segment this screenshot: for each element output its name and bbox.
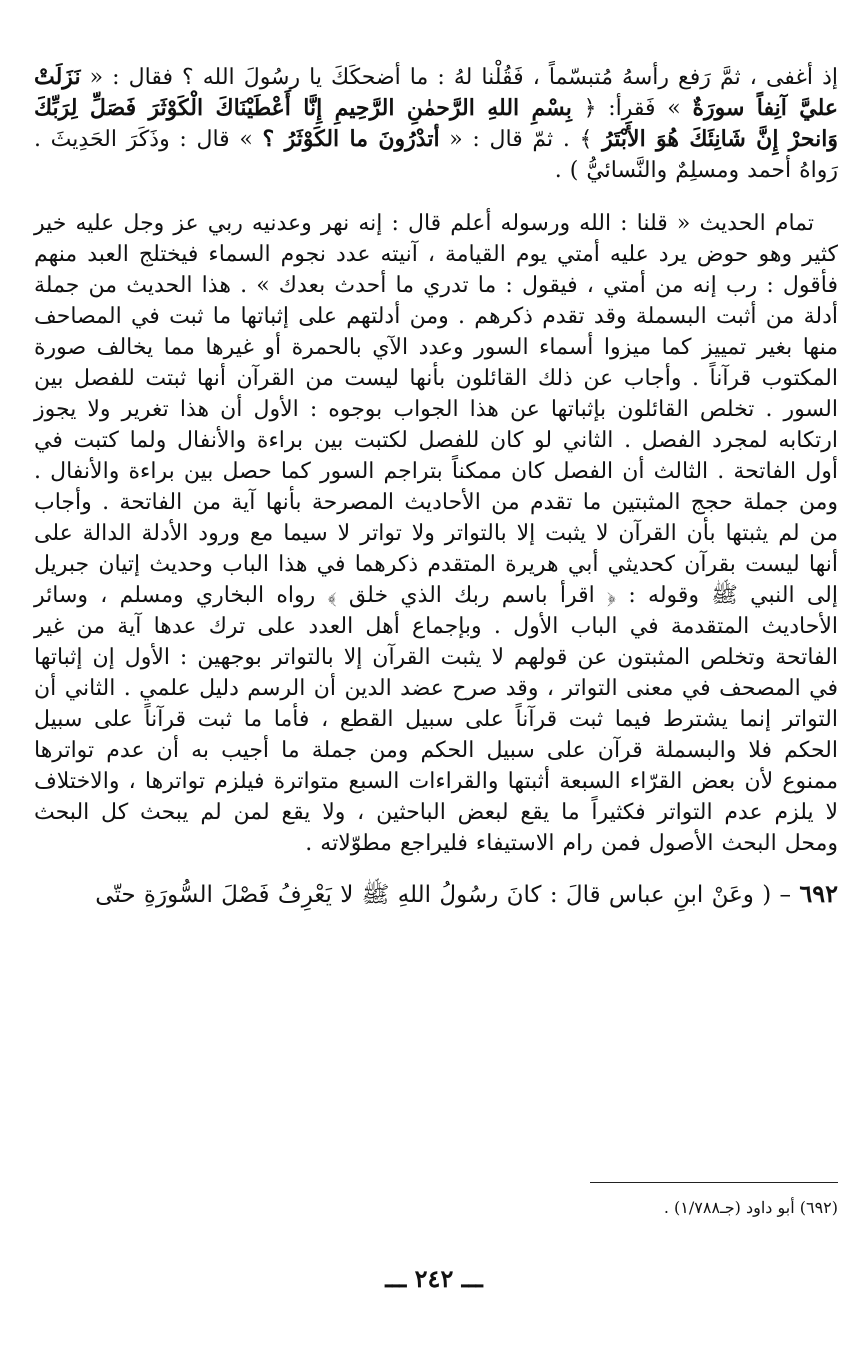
- commentary-paragraph: تمام الحديث « قلنا : الله ورسوله أعلم قال : إنه نهر وعدنيه ربي عز وجل عليه خير كثير وهو حوض يرد عليه أمتي يوم القيامة ، آنيته عدد نجوم السماء فيختلج العبد منهم فأقول : رب إنه من أمتي ، فيقول : ما تدري ما أحدث بعدك » . هذا الحديث من جملة أدلة من أثبت البسملة وقد تقدم ذكرهم . ومن أدلتهم على إثباتها ما ثبت في المصاحف منها بغير تمييز كما ميزوا أسماء السور وعدد الآي بالحمرة أو غيرها مما يخالف صورة المكتوب قرآناً . وأجاب عن ذلك القائلون بأنها ليست من القرآن أنها ثبتت للفصل بين السور . تخلص القائلون بإثباتها عن هذا الجواب بوجوه : الأول أن هذا تغرير ولا يجوز ارتكابه لمجرد الفصل . الثاني لو كان للفصل لكتبت بين براءة والأنفال ولما كتبت في أول الفاتحة . الثالث أن الفصل كان ممكناً بتراجم السور كما حصل بين براءة والأنفال . ومن جملة حجج المثبتين ما تقدم من الأحاديث المصرحة بأنها آية من الفاتحة . وأجاب من لم يثبتها بأن القرآن لا يثبت إلا بالتواتر ولا تواتر لا سيما مع ورود الأدلة الدالة على أنها ليست بقرآن كحديثي أبي هريرة المتقدم ذكرهما في هذا الباب وحديث إتيان جبريل إلى النبي ﷺ وقوله : ﴿ اقرأ باسم ربك الذي خلق ﴾ رواه البخاري ومسلم ، وسائر الأحاديث المتقدمة في الباب الأول . وبإجماع أهل العدد على ترك عدها آية من غير الفاتحة وتخلص المثبتون عن قولهم لا يثبت القرآن إلا بالتواتر بوجهين : الأول إن إثباتها في المصحف في معنى التواتر ، وقد صرح عضد الدين أن الرسم دليل علمي . الثاني أن التواتر إنما يشترط فيما ثبت قرآناً على سبيل القطع ، فأما ما ثبت قرآناً على سبيل الحكم فلا والبسملة قرآن على سبيل الحكم ومن جملة ما أجيب به أن عدم تواترها ممنوع لأن بعض القرّاء السبعة أثبتها والقراءات السبع متواترة فيلزم تواترها ، والاختلاف لا يلزم عدم التواتر فكثيراً ما يقع لبعض الباحثين ، ولا يقع لمن لم يبحث كل البحث ومحل البحث الأصول فمن رام الاستيفاء فليراجع مطوّلاته .: [34, 211, 838, 856]
- page-content: [34, 62, 838, 912]
- hadith-quote-question: أتدْرُونَ ما الكَوْثَرُ ؟: [262, 126, 440, 152]
- hadith-text-part-4: » قال : وذَكَرَ الحَدِيثَ . رَواهُ أحمد ومسلِمٌ والنَّسائيُّ ) .: [34, 127, 838, 183]
- hadith-text-part-2: » فَقرأ: ﴿: [571, 96, 693, 121]
- next-hadith-text: – ( وعَنْ ابنِ عباس قالَ : كانَ رسُولُ اللهِ ﷺ لا يَعْرِفُ فَصْلَ السُّورَةِ حتّى: [95, 882, 800, 908]
- hadith-text-part-3: ﴾ . ثمّ قال : «: [439, 127, 603, 152]
- footnote-divider: [590, 1182, 838, 1183]
- quran-verse-kawthar: بِسْمِ اللهِ الرَّحمٰنِ الرَّحِيمِ إِنَّا أَعْطَيْنَاكَ الْكَوْثَرَ فَصَلِّ لِرَبِّكَ وَانحرْ إِنَّ شَانِئَكَ هُوَ الأَبْتَرُ: [34, 95, 838, 152]
- hadith-text-part-1: إذ أغفى ، ثمَّ رَفع رأسهُ مُتبسّماً ، فَقُلْنا لهُ : ما أضحكَكَ يا رسُولَ الله ؟ فقال : «: [80, 65, 838, 90]
- next-hadith-paragraph: [34, 877, 838, 912]
- hadith-number: ٦٩٢: [799, 879, 838, 908]
- footnote: (٦٩٢) أبو داود (جـ١/٧٨٨) .: [663, 1198, 838, 1217]
- page-number: ـــ ٢٤٢ ـــ: [385, 1264, 483, 1293]
- hadith-continuation-paragraph: [34, 62, 838, 186]
- hadith-quote-revelation: نَزَلَتْ عليَّ آنِفاً سورَةٌ: [34, 64, 838, 121]
